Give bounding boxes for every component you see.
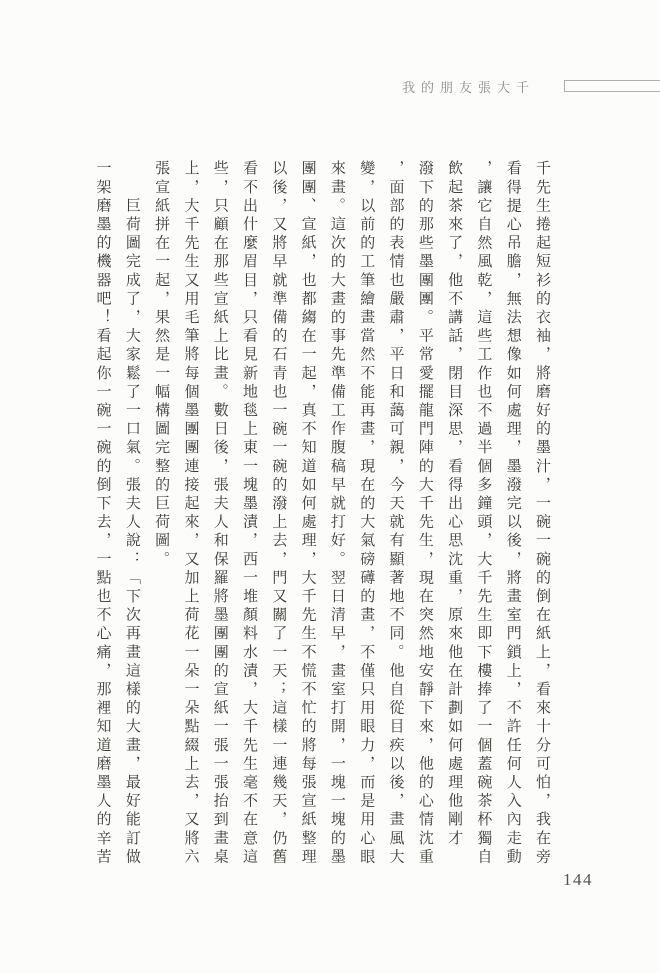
text-column: 變，以前的工筆繪畫當然不能再畫，現在的大氣磅礡的畫，不僅只用眼力，而是用心眼 [358,160,375,867]
text-column: 看不出什麼眉目，只看見新地毯上東一塊墨漬，西一堆顏料水漬，大千先生毫不在意這 [241,160,258,867]
text-column: ，讓它自然風乾，這些工作也不過半個多鐘頭，大千先生即下樓捧了一個蓋碗茶杯獨自 [475,160,492,867]
page-number: 144 [563,870,593,889]
body-text [87,160,556,902]
text-column: 千先生捲起短衫的衣袖，將磨好的墨汁，一碗一碗的倒在紙上，看來十分可怕，我在旁 [534,160,550,867]
text-column: ，面部的表情也嚴肅，平日和藹可親，今天就有顯著地不同。他自從目疾以後，畫風大 [387,160,404,867]
text-column: 巨荷圖完成了，大家鬆了一口氣。張夫人說：「下次再畫這樣的大畫，最好能訂做 [123,160,140,867]
text-column: 來畫。這次的大畫的事先準備工作腹稿早就打好。翌日清早，畫室打開，一塊一塊的墨 [328,160,345,867]
text-column: 張宣紙拼在一起，果然是一幅構圖完整的巨荷圖。 [153,160,170,570]
text-column: 飲起茶來了，他不講話，閉目深思，看得出心思沈重，原來他在計劃如何處理他剛才 [446,160,463,849]
text-column: 團團、宣紙，也都縐在一起，真不知道如何處理，大千先生不慌不忙的將每張宣紙整理 [299,160,316,867]
text-column: 潑下的那些墨團團。平常愛擺龍門陣的大千先生，現在突然地安靜下來，他的心情沈重 [416,160,433,867]
text-column: 上，大千先生又用毛筆將每個墨團團連接起來，又加上荷花一朵一朵點綴上去，又將六 [182,160,199,867]
text-column: 一架磨墨的機器吧！看起你一碗一碗的倒下去，一點也不心痛，那裡知道磨墨人的辛苦 [94,160,111,867]
text-column: 些，只顧在那些宣紙上比畫。數日後，張夫人和保羅將墨團團的宣紙一張一張抬到畫桌 [211,160,228,867]
running-header-title: 我的朋友張大千 [402,80,536,95]
text-column: 以後，又將早就準備的石青也一碗一碗的潑上去，門又關了一天；這樣一連幾天，仍舊 [270,160,287,867]
text-column: 看得提心吊膽，無法想像如何處理，墨潑完以後，將畫室門鎖上，不許任何人入內走動 [504,160,521,867]
running-header-rule-box [564,80,660,92]
